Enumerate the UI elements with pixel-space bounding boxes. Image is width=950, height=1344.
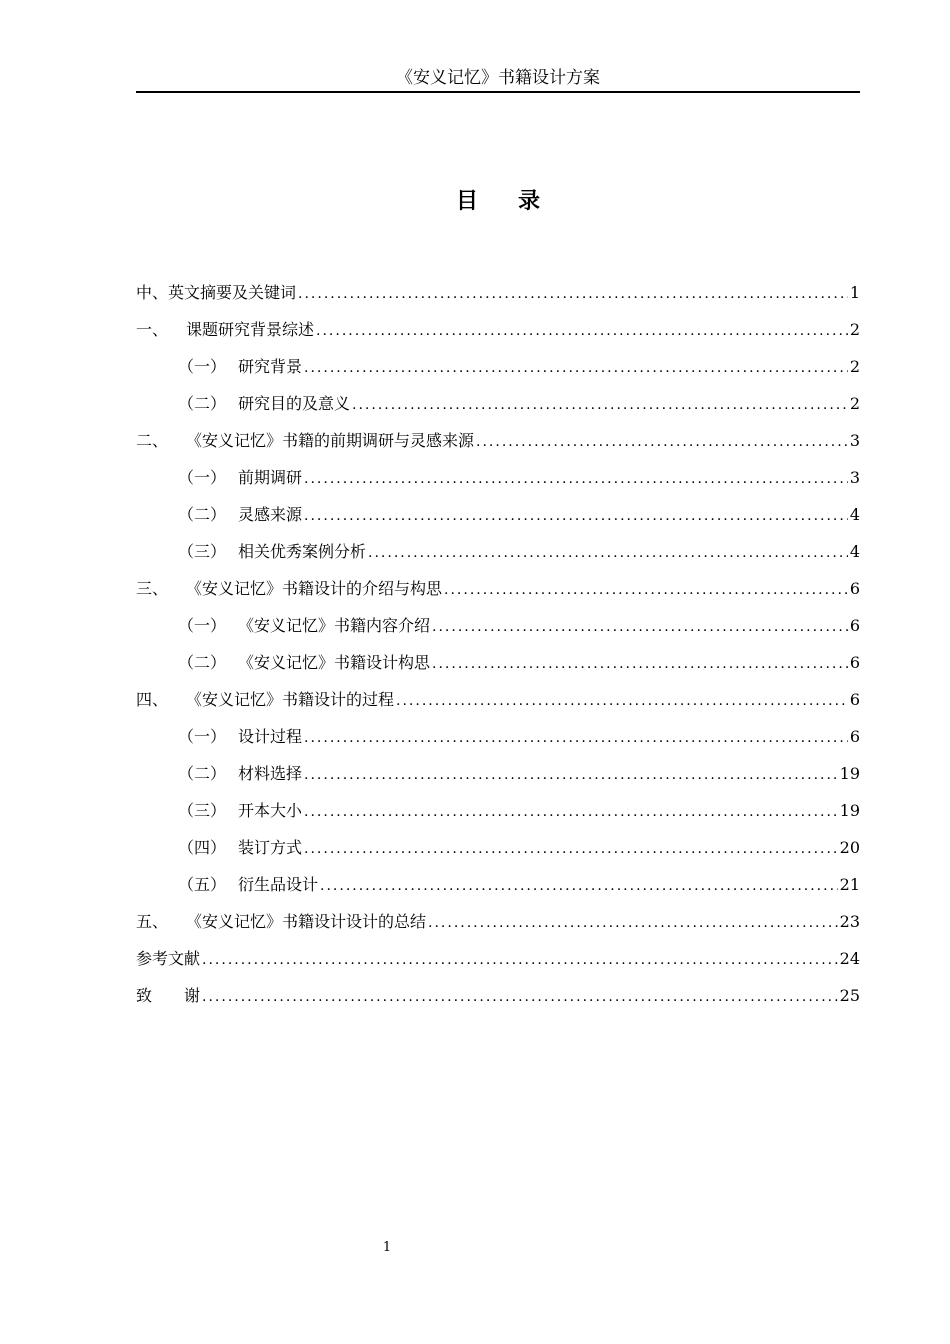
- toc-entry[interactable]: [136, 725, 860, 762]
- toc-entry[interactable]: [136, 873, 860, 910]
- toc-entry[interactable]: [136, 984, 860, 1021]
- toc-entry-number: （五）: [178, 875, 227, 894]
- toc-leader-dots: [304, 356, 848, 380]
- toc-entry[interactable]: [136, 466, 860, 503]
- toc-entry-page: 3: [849, 468, 860, 487]
- toc-leader-dots: [352, 393, 848, 417]
- toc-entry-page: 24: [839, 949, 860, 968]
- toc-entry-page: 6: [849, 616, 860, 635]
- toc-entry-page: 6: [849, 653, 860, 672]
- toc-entry-label: 研究背景: [238, 357, 303, 376]
- toc-entry-number: （二）: [178, 764, 227, 783]
- toc-entry-page: 21: [839, 875, 860, 894]
- toc-entry-number: （一）: [178, 357, 227, 376]
- toc-entry-label: 研究目的及意义: [238, 394, 351, 413]
- toc-leader-dots: [432, 652, 848, 676]
- toc-entry-page: 2: [849, 320, 860, 339]
- toc-leader-dots: [304, 504, 848, 528]
- toc-entry[interactable]: [136, 392, 860, 429]
- toc-entry-number: （二）: [178, 394, 227, 413]
- toc-leader-dots: [320, 874, 838, 898]
- toc-entry[interactable]: [136, 910, 860, 947]
- toc-leader-dots: [304, 726, 848, 750]
- toc-entry-page: 1: [849, 283, 860, 302]
- toc-leader-dots: [304, 837, 838, 861]
- toc-entry-page: 19: [839, 764, 860, 783]
- toc-entry-number: （二）: [178, 505, 227, 524]
- toc-entry[interactable]: [136, 836, 860, 873]
- toc-leader-dots: [304, 763, 838, 787]
- toc-entry[interactable]: [136, 281, 860, 318]
- toc-leader-dots: [304, 467, 848, 491]
- toc-entry-number: 五、: [136, 912, 169, 931]
- toc-leader-dots: [368, 541, 848, 565]
- toc-entry-label: 开本大小: [238, 801, 303, 820]
- toc-entry-number: （一）: [178, 616, 227, 635]
- toc-entry-page: 6: [849, 727, 860, 746]
- toc-entry-number: 四、: [136, 690, 169, 709]
- toc-entry-number: 一、: [136, 320, 169, 339]
- toc-leader-dots: [298, 282, 848, 306]
- toc-leader-dots: [304, 800, 838, 824]
- toc-leader-dots: [444, 578, 848, 602]
- toc-entry-page: 2: [849, 394, 860, 413]
- toc-entry-label: 《安义记忆》书籍设计构思: [238, 653, 431, 672]
- toc-entry-label: 《安义记忆》书籍的前期调研与灵感来源: [186, 431, 475, 450]
- toc-entry[interactable]: [136, 799, 860, 836]
- toc-entry-number: （一）: [178, 727, 227, 746]
- toc-entry-label: 《安义记忆》书籍设计的介绍与构思: [186, 579, 443, 598]
- toc-entry[interactable]: [136, 762, 860, 799]
- toc-entry-page: 3: [849, 431, 860, 450]
- toc-leader-dots: [316, 319, 848, 343]
- toc-entry-label: 装订方式: [238, 838, 303, 857]
- toc-leader-dots: [396, 689, 848, 713]
- toc-entry[interactable]: [136, 429, 860, 466]
- toc-entry-label: 相关优秀案例分析: [238, 542, 367, 561]
- toc-entry[interactable]: [136, 355, 860, 392]
- running-header: 《安义记忆》书籍设计方案: [396, 68, 600, 88]
- page-number: 1: [382, 1240, 392, 1255]
- toc-entry-page: 25: [839, 986, 860, 1005]
- toc-entry-label: 设计过程: [238, 727, 303, 746]
- toc-entry-page: 4: [849, 505, 860, 524]
- toc-entry[interactable]: [136, 614, 860, 651]
- toc-entry-number: （一）: [178, 468, 227, 487]
- toc-entry-page: 6: [849, 579, 860, 598]
- toc-entry-page: 2: [849, 357, 860, 376]
- toc-entry-page: 4: [849, 542, 860, 561]
- toc-entry-label: 灵感来源: [238, 505, 303, 524]
- toc-entry-label: 《安义记忆》书籍设计的过程: [186, 690, 395, 709]
- table-of-contents: [136, 281, 860, 1021]
- toc-entry-number: （二）: [178, 653, 227, 672]
- toc-entry-number: （四）: [178, 838, 227, 857]
- toc-entry-label: 中、英文摘要及关键词: [136, 283, 297, 302]
- toc-leader-dots: [202, 985, 838, 1009]
- toc-entry-page: 19: [839, 801, 860, 820]
- toc-entry[interactable]: [136, 688, 860, 725]
- toc-entry-label: 衍生品设计: [238, 875, 319, 894]
- toc-title: 目录: [455, 188, 580, 214]
- toc-entry[interactable]: [136, 318, 860, 355]
- toc-entry-label: 参考文献: [136, 949, 201, 968]
- header-rule: [136, 91, 860, 93]
- toc-entry-label: 《安义记忆》书籍设计设计的总结: [186, 912, 427, 931]
- toc-entry-label: 课题研究背景综述: [186, 320, 315, 339]
- toc-entry-number: （三）: [178, 801, 227, 820]
- toc-entry-page: 20: [839, 838, 860, 857]
- toc-entry[interactable]: [136, 651, 860, 688]
- toc-entry[interactable]: [136, 947, 860, 984]
- toc-entry[interactable]: [136, 577, 860, 614]
- toc-entry[interactable]: [136, 503, 860, 540]
- toc-entry-page: 23: [839, 912, 860, 931]
- toc-entry-number: 二、: [136, 431, 169, 450]
- toc-entry-label: 材料选择: [238, 764, 303, 783]
- toc-entry-label: 前期调研: [238, 468, 303, 487]
- toc-entry-label: 《安义记忆》书籍内容介绍: [238, 616, 431, 635]
- toc-leader-dots: [476, 430, 848, 454]
- toc-entry[interactable]: [136, 540, 860, 577]
- toc-entry-label: 致 谢: [136, 986, 201, 1005]
- toc-leader-dots: [202, 948, 838, 972]
- toc-entry-page: 6: [849, 690, 860, 709]
- toc-entry-number: （三）: [178, 542, 227, 561]
- toc-leader-dots: [432, 615, 848, 639]
- toc-leader-dots: [428, 911, 838, 935]
- toc-entry-number: 三、: [136, 579, 169, 598]
